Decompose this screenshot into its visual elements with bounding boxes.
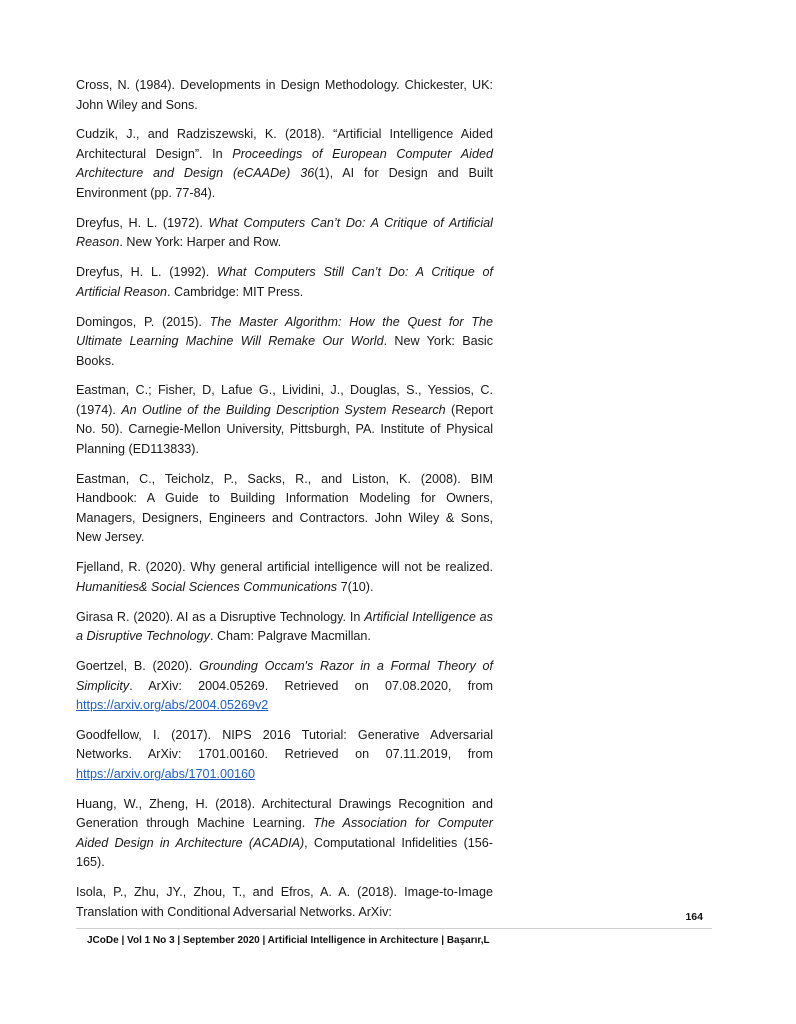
reference-text: Domingos, P. (2015). xyxy=(76,314,210,329)
reference-title-italic: Proceedings of European Computer Aided Architecture and Design (eCAADe) 36 xyxy=(76,146,493,181)
reference-title-italic: Humanities& Social Sciences Communications xyxy=(76,579,338,594)
reference-title-italic: Artificial Intelligence as a Disruptive Technology xyxy=(76,609,493,644)
reference-text: Girasa R. (2020). AI as a Disruptive Technology. In xyxy=(76,609,365,624)
page-number: 164 xyxy=(685,911,703,923)
reference-entry xyxy=(76,381,493,459)
reference-text: Eastman, C.; Fisher, D, Lafue G., Lividini, J., Douglas, S., Yessios, C. (1974). xyxy=(76,383,493,417)
reference-text: Cross, N. (1984). Developments in Design Methodology. Chickester, UK: John Wiley and Sons. xyxy=(76,78,493,112)
reference-text: (Report No. 50). Carnegie-Mellon University, Pittsburgh, PA. Institute of Physical Planning (ED113833). xyxy=(76,402,493,456)
reference-text: Cudzik, J., and Radziszewski, K. (2018). “Artificial Intelligence Aided Architectural Design”. In xyxy=(76,127,493,161)
reference-text: . Cham: Palgrave Macmillan. xyxy=(209,629,371,644)
reference-title-italic: What Computers Can’t Do: A Critique of Artificial Reason xyxy=(76,215,493,250)
reference-entry xyxy=(76,608,493,647)
reference-entry xyxy=(76,76,493,115)
reference-text: Huang, W., Zheng, H. (2018). Architectural Drawings Recognition and Generation through Machine Learning. xyxy=(76,796,493,831)
footer-text: JCoDe | Vol 1 No 3 | September 2020 | Artificial Intelligence in Architecture | Başarır,L xyxy=(87,935,490,946)
reference-text: . Cambridge: MIT Press. xyxy=(167,284,304,299)
reference-text: Dreyfus, H. L. (1992). xyxy=(76,265,217,280)
reference-entry xyxy=(76,125,493,203)
reference-link[interactable]: https://arxiv.org/abs/2004.05269v2 xyxy=(76,698,269,713)
reference-text: . New York: Basic Books. xyxy=(76,334,493,368)
reference-list xyxy=(76,76,493,933)
reference-entry xyxy=(76,558,493,597)
reference-entry xyxy=(76,726,493,785)
reference-entry xyxy=(76,214,493,253)
reference-text: Eastman, C., Teicholz, P., Sacks, R., and Liston, K. (2008). BIM Handbook: A Guide to Building Information Modeling for Owners, Managers, Designers, Engineers and Contractors. John Wiley & Sons, New Jersey. xyxy=(76,471,493,545)
reference-text: . New York: Harper and Row. xyxy=(119,235,282,250)
reference-text: Goodfellow, I. (2017). NIPS 2016 Tutorial: Generative Adversarial Networks. ArXiv: 1701.00160. Retrieved on 07.11.2019, from xyxy=(76,727,493,762)
reference-text: (1), AI for Design and Built Environment (pp. 77-84). xyxy=(76,166,494,200)
reference-entry xyxy=(76,313,493,372)
reference-text: 7(10). xyxy=(337,579,374,594)
reference-text: . ArXiv: 2004.05269. Retrieved on 07.08.2020, from xyxy=(129,678,493,693)
reference-entry xyxy=(76,657,493,716)
reference-entry xyxy=(76,795,493,873)
reference-entry xyxy=(76,263,493,302)
reference-link[interactable]: https://arxiv.org/abs/1701.00160 xyxy=(76,766,255,781)
reference-text: Isola, P., Zhu, JY., Zhou, T., and Efros, A. A. (2018). Image-to-Image Translation with Conditional Adversarial Networks. ArXiv: xyxy=(76,885,493,919)
reference-text: Fjelland, R. (2020). Why general artificial intelligence will not be realized. xyxy=(76,560,493,575)
reference-title-italic: Grounding Occam's Razor in a Formal Theory of Simplicity xyxy=(76,659,493,693)
reference-title-italic: An Outline of the Building Description System Research xyxy=(121,402,446,417)
reference-text: , Computational Infidelities (156-165). xyxy=(76,835,493,870)
reference-title-italic: The Master Algorithm: How the Quest for The Ultimate Learning Machine Will Remake Our World xyxy=(76,314,493,349)
reference-text: Goertzel, B. (2020). xyxy=(76,659,200,674)
footer-divider xyxy=(76,928,712,929)
reference-text: Dreyfus, H. L. (1972). xyxy=(76,215,209,230)
reference-entry xyxy=(76,883,493,922)
reference-entry xyxy=(76,470,493,548)
reference-title-italic: The Association for Computer Aided Design in Architecture (ACADIA) xyxy=(76,816,494,850)
reference-title-italic: What Computers Still Can’t Do: A Critique of Artificial Reason xyxy=(76,265,493,299)
